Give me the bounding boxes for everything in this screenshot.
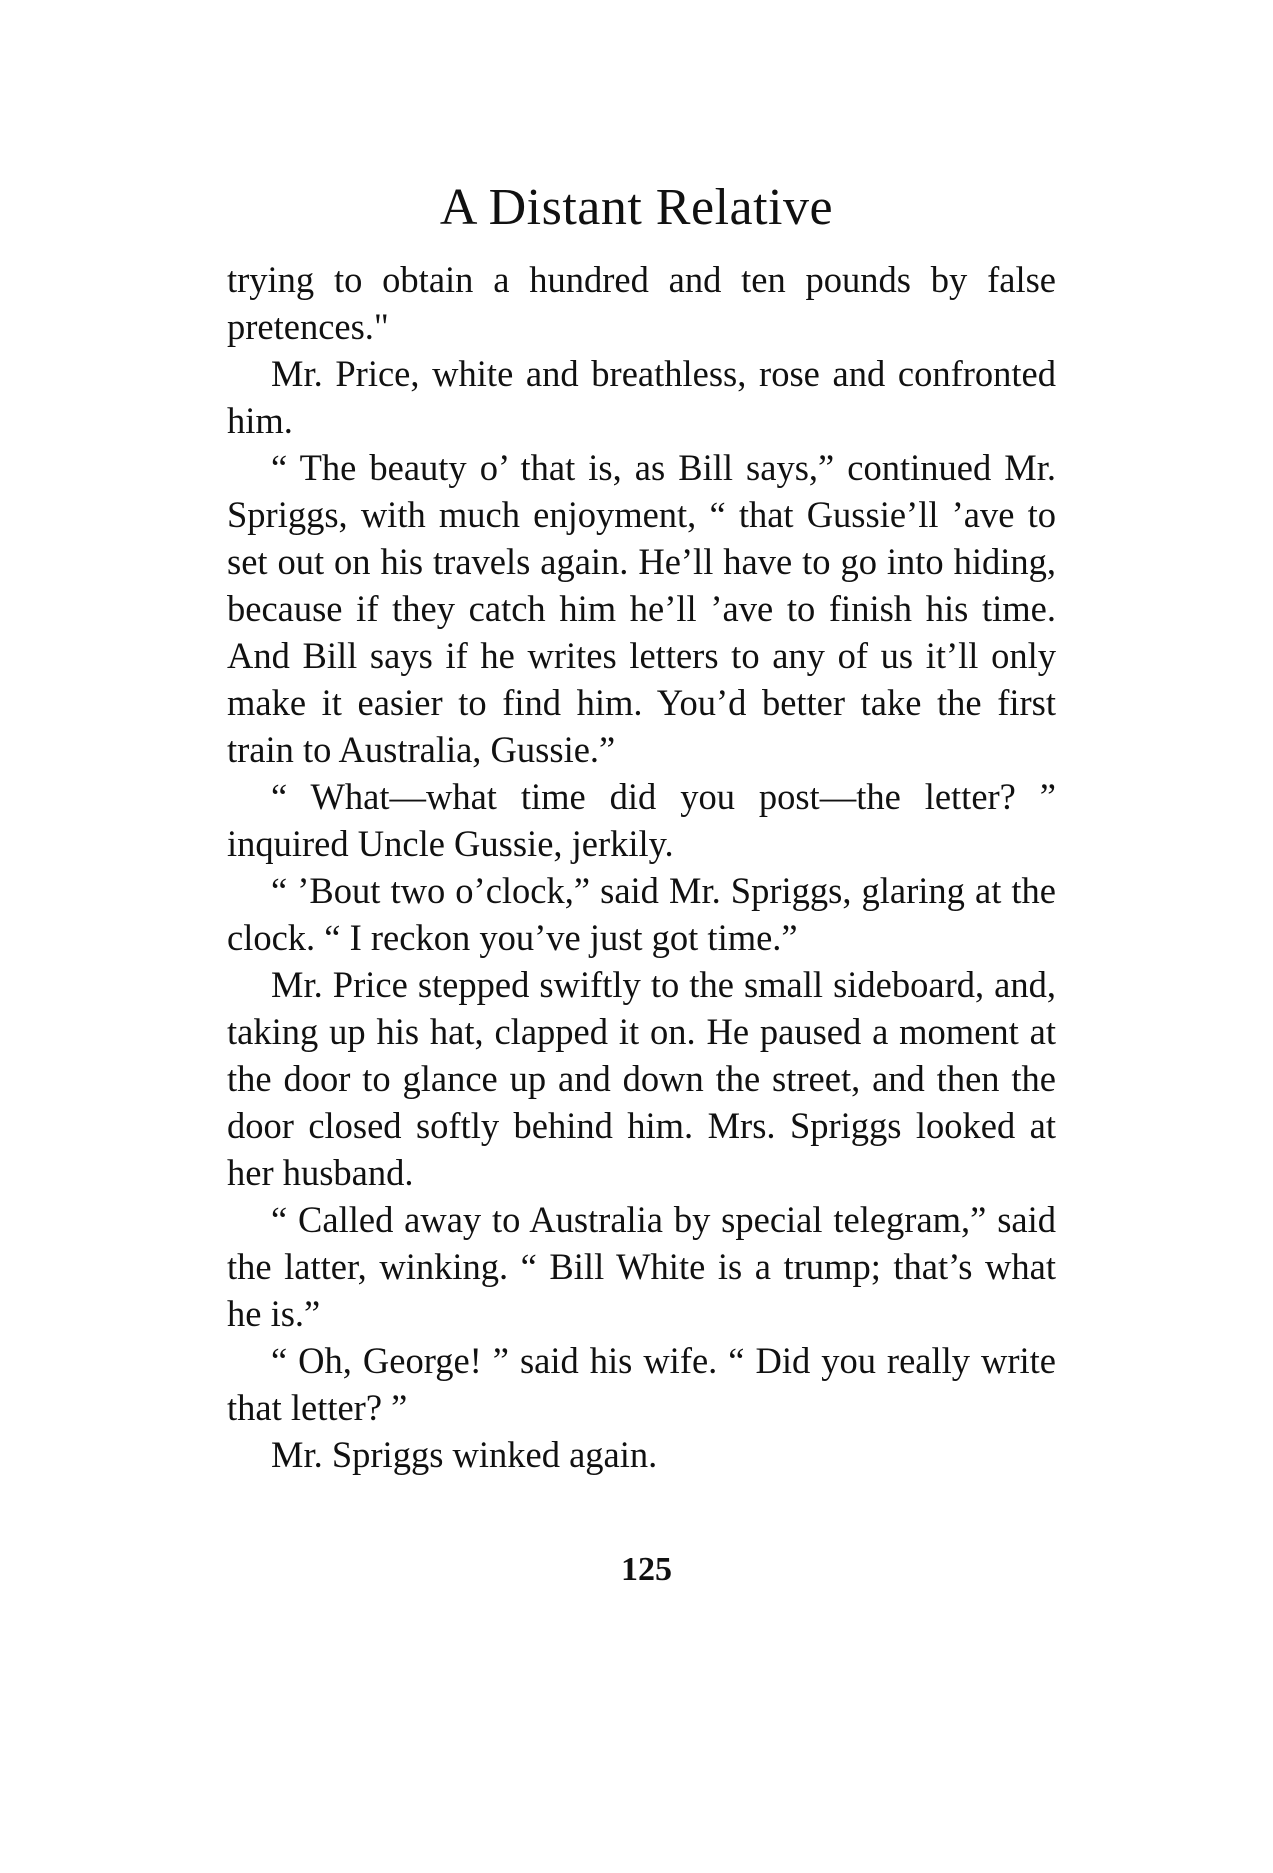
page-number: 125 [621, 1551, 672, 1588]
paragraph: “ Called away to Australia by special telegram,” said the latter, winking. “ Bill White is a trump; that’s what he is.” [227, 1199, 1056, 1334]
paragraph: “ Oh, George! ” said his wife. “ Did you really write that letter? ” [227, 1340, 1056, 1428]
paragraph: “ ’Bout two o’clock,” said Mr. Spriggs, glaring at the clock. “ I reckon you’ve just got time.” [227, 870, 1056, 958]
paragraph: Mr. Spriggs winked again. [271, 1434, 658, 1475]
paragraph: Mr. Price, white and breathless, rose and confronted him. [227, 353, 1056, 441]
paragraph: “ What—what time did you post—the letter? ” inquired Uncle Gussie, jerkily. [227, 776, 1056, 864]
body-text [227, 256, 1056, 1478]
paragraph: trying to obtain a hundred and ten pounds by false pretences." [227, 259, 1056, 347]
paragraph: Mr. Price stepped swiftly to the small sideboard, and, taking up his hat, clapped it on. He paused a moment at the door to glance up and down the street, and then the door closed softly behind him. Mrs. Spriggs looked at her husband. [227, 964, 1056, 1193]
running-head: A Distant Relative [439, 179, 834, 236]
paragraph: “ The beauty o’ that is, as Bill says,” continued Mr. Spriggs, with much enjoyment, “ that Gussie’ll ’ave to set out on his travels again. He’ll have to go into hiding, because if they catch him he’ll ’ave to finish his time. And Bill says if he writes letters to any of us it’ll only make it easier to find him. You’d better take the first train to Australia, Gussie.” [227, 447, 1056, 770]
